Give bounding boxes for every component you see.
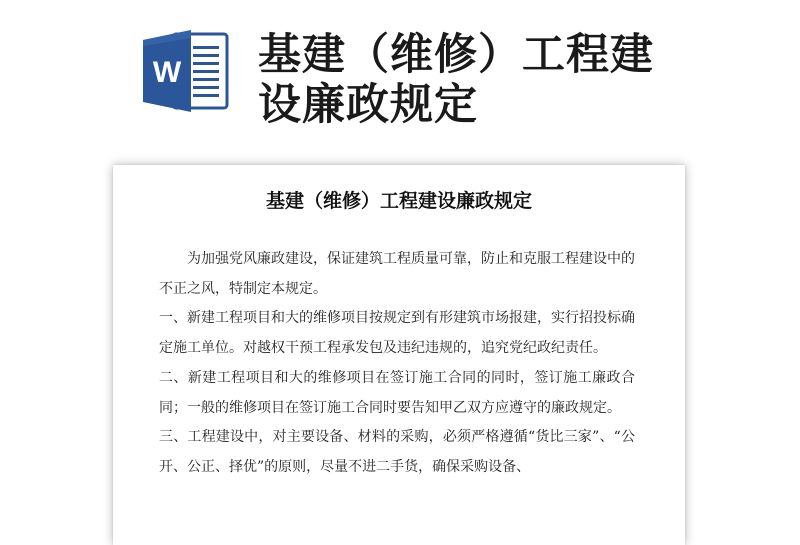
document-body [159,245,635,483]
document-title: 基建（维修）工程建设廉政规定 [265,190,532,212]
document-page [113,165,685,545]
paragraph-article-3: 三、工程建设中，对主要设备、材料的采购，必须严格遵循“货比三家”、“公开、公正、择优”的原则，尽量不进二手货，确保采购设备、 [159,429,635,475]
word-document-icon [141,28,231,114]
header-title: 基建（维修）工程建设廉政规定 [258,30,654,130]
word-icon-letter: W [152,56,182,89]
paragraph-intro: 为加强党风廉政建设，保证建筑工程质量可靠，防止和克服工程建设中的不正之风，特制定本规定。 [159,251,635,297]
paragraph-article-2: 二、新建工程项目和大的维修项目在签订施工合同的同时，签订施工廉政合同；一般的维修项目在签订施工合同时要告知甲乙双方应遵守的廉政规定。 [159,369,635,416]
paragraph-article-1: 一、新建工程项目和大的维修项目按规定到有形建筑市场报建，实行招投标确定施工单位。对越权干预工程承发包及违纪违规的，追究党纪政纪责任。 [159,310,635,357]
header-banner [0,0,800,150]
